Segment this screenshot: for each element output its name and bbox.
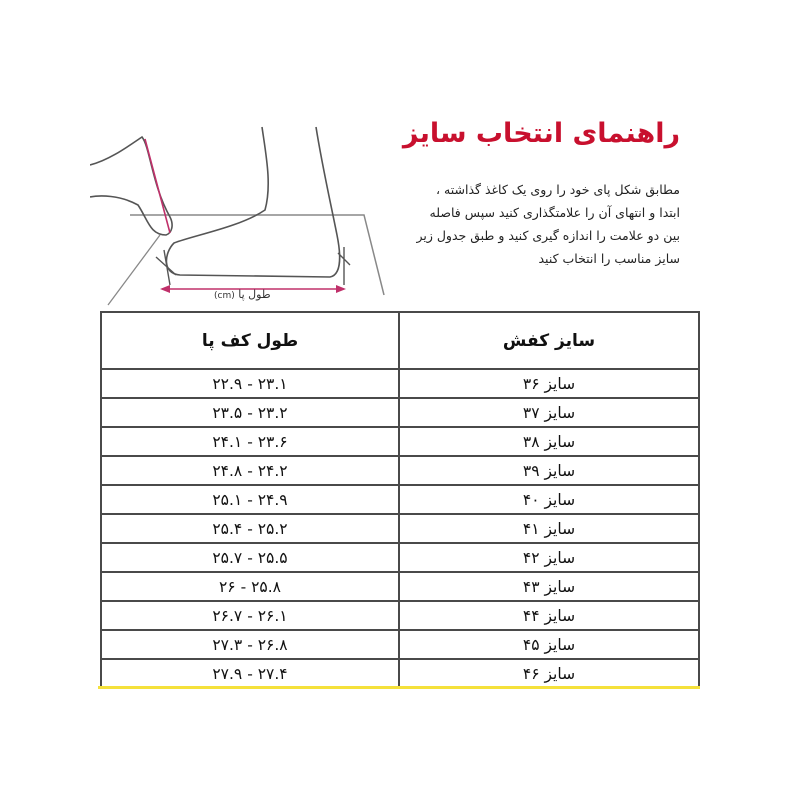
shoe-size-cell: سایز ۴۳ [399,572,699,601]
table-row [101,427,699,456]
table-row [101,456,699,485]
shoe-size-cell: سایز ۳۷ [399,398,699,427]
foot-length-cell: ۲۴.۲ - ۲۴.۸ [101,456,399,485]
start-mark [156,250,176,285]
shoe-size-cell: سایز ۴۲ [399,543,699,572]
shoe-size-cell: سایز ۳۶ [399,369,699,398]
instruction-line: سایز مناسب را انتخاب کنید [538,251,680,266]
foot-length-cell: ۲۴.۹ - ۲۵.۱ [101,485,399,514]
shoe-size-cell: سایز ۳۹ [399,456,699,485]
shoe-size-cell: سایز ۴۴ [399,601,699,630]
foot-length-cell: ۲۳.۲ - ۲۳.۵ [101,398,399,427]
table-row [101,485,699,514]
table-row [101,572,699,601]
measure-arrow-left-head [160,285,170,293]
shoe-size-cell: سایز ۴۶ [399,659,699,688]
table-header-row [101,312,699,369]
foot-outline [166,127,339,277]
foot-length-unit: (cm) [214,291,235,301]
guide-instructions [340,178,680,270]
hand-outline [90,137,172,235]
shoe-size-cell: سایز ۳۸ [399,427,699,456]
table-row [101,659,699,688]
foot-length-cell: ۲۵.۵ - ۲۵.۷ [101,543,399,572]
shoe-size-cell: سایز ۴۰ [399,485,699,514]
measure-arrow-right-head [336,285,346,293]
table-row [101,369,699,398]
paper-left-edge [108,235,160,305]
table-row [101,514,699,543]
shoe-size-cell: سایز ۴۱ [399,514,699,543]
table-row [101,543,699,572]
instruction-line: ابتدا و انتهای آن را علامتگذاری کنید سپس فاصله [429,205,680,220]
foot-length-label [214,288,271,301]
table-body [101,369,699,688]
table-row [101,601,699,630]
shoe-size-cell: سایز ۴۵ [399,630,699,659]
header-shoe-size: سایز کفش [399,312,699,369]
table-row [101,630,699,659]
foot-length-cell: ۲۳.۱ - ۲۲.۹ [101,369,399,398]
foot-length-cell: ۲۵.۲ - ۲۵.۴ [101,514,399,543]
instruction-line: مطابق شکل پای خود را روی یک کاغذ گذاشته ، [436,182,680,197]
foot-length-cell: ۲۵.۸ - ۲۶ [101,572,399,601]
instruction-line: بین دو علامت را اندازه گیری کنید و طبق جدول زیر [416,228,680,243]
size-table [100,311,700,689]
guide-title: راهنمای انتخاب سایز [402,118,680,149]
foot-length-cell: ۲۷.۴ - ۲۷.۹ [101,659,399,688]
foot-length-cell: ۲۶.۱ - ۲۶.۷ [101,601,399,630]
foot-length-cell: ۲۳.۶ - ۲۴.۱ [101,427,399,456]
header-foot-length: طول کف پا [101,312,399,369]
accent-line [98,686,700,689]
pencil [145,139,170,233]
foot-length-cell: ۲۶.۸ - ۲۷.۳ [101,630,399,659]
table-row [101,398,699,427]
foot-length-text: طول پا [238,288,271,301]
